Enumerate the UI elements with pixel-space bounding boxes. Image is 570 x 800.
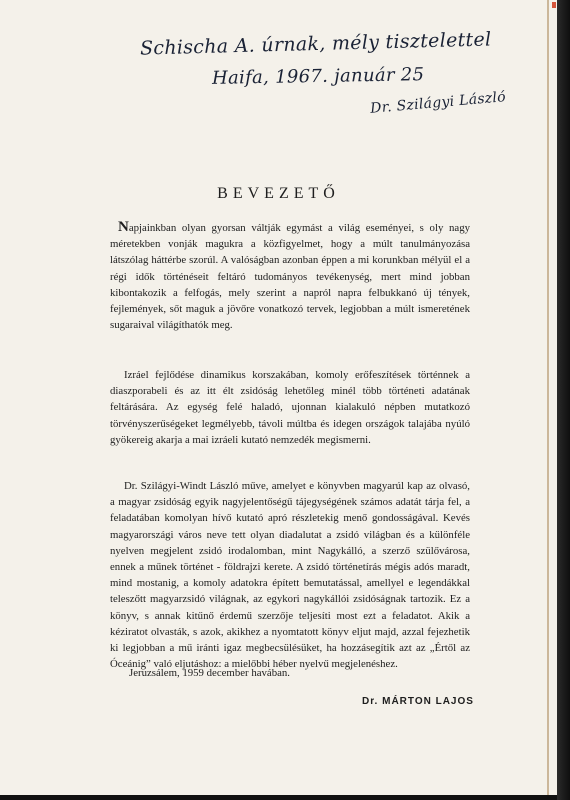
author-signature: Dr. MÁRTON LAJOS xyxy=(362,696,474,707)
paragraph-1 xyxy=(110,219,470,333)
dedication-place-date: Haifa, 1967. január 25 xyxy=(211,64,425,89)
paragraph-1-text: apjainkban olyan gyorsan váltják egymást a világ eseményei, s oly nagy méretekben vonják magukra a közfigyelmet, hogy a múlt tanulmányozása látszólag háttérbe szorúl. A valóságban azonban éppen a mi korunkban mélyül el a régi idők történéseit feltáró tudományos tevékenység, mert mind jobban kibontakozik a felfogás, mely szerint a napról napra felbukkanó új tények, fejlemények, sőt maguk a jövőre vonatkozó tervek, legjobban a múlt ismeretének sugaraival világíthatók meg. xyxy=(110,222,470,332)
corner-mark xyxy=(552,2,556,8)
initial-letter: N xyxy=(118,219,129,235)
paragraph-3: Dr. Szilágyi-Windt László műve, amelyet e könyvben magyarúl kap az olvasó, a magyar zsidóság egyik nagyjelentőségű tájegységének számos adatát tárja fel, a feladatában komolyan hívő kutató apró részletekig menő gondosságával. Kevés magyarországi város neve tett olyan diadalutat a zsidó világban és a különféle nyelven megjelent zsidó irodalomban, mint Nagykálló, a szerző szülővárosa, ennek a műnek történet - földrajzi kerete. A zsidó történetírás mégis adós maradt, mind mostanig, a komoly adatokra épített bemutatással, amellyel e legendákkal teleszőtt magyarzsidó világnak, az egykori nagykállói zsidóságnak tartozik. Ez a könyv, s annak kitűnő érdemű szerzője teljesíti most ezt a feladatot. Akik a kéziratot olvasták, s azok, akikhez a nyomtatott könyv eljut majd, azzal fejezhetik ki legjobban a mű iránti igaz megbecsülésüket, ha hozzásegítik azt az „Értől az Óceánig” való eljutáshoz: a mielőbbi héber nyelvű megjelenéshez. xyxy=(110,480,470,671)
paragraph-2: Izráel fejlődése dinamikus korszakában, komoly erőfeszítések történnek a diaszporabeli és az itt élt zsidóság lehetőleg minél több történeti adatának feltárására. Az egység felé haladó, ujonnan kialakuló népben mutatkozó törvényszerűségeket legmélyebb, távoli múltba és idegen országok talajába nyúló gyökereig akarja a mai izráeli kutató nemzedék megismerni. xyxy=(110,369,470,446)
page-title: BEVEZETŐ xyxy=(217,185,340,202)
dedication-line: Schischa A. úrnak, mély tisztelettel xyxy=(139,28,492,60)
dedication-signature: Dr. Szilágyi László xyxy=(369,89,507,117)
place-date: Jeruzsálem, 1959 december havában. xyxy=(129,667,290,679)
book-spine xyxy=(557,0,570,800)
bottom-edge xyxy=(0,795,557,800)
page-binding-edge xyxy=(547,0,549,795)
